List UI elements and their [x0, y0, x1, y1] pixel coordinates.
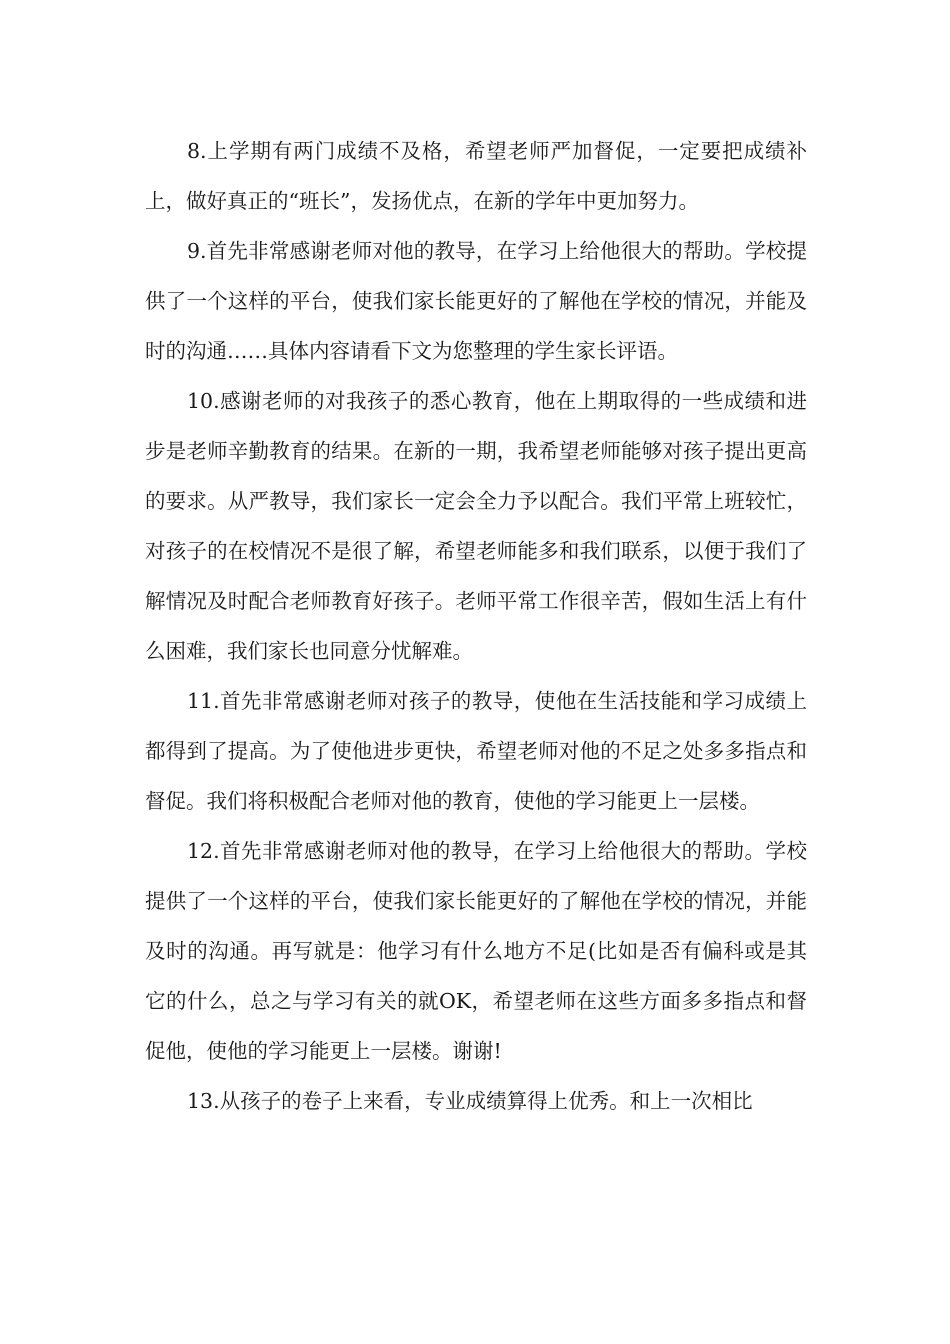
- paragraph-item-8: 8.上学期有两门成绩不及格，希望老师严加督促，一定要把成绩补上，做好真正的“班长”，发扬优点，在新的学年中更加努力。: [145, 139, 807, 213]
- paragraph-item-12: 12.首先非常感谢老师对他的教导，在学习上给他很大的帮助。学校提供了一个这样的平台，使我们家长能更好的了解他在学校的情况，并能及时的沟通。再写就是：他学习有什么地方不足(比如是否有偏科或是其它的什么，总之与学习有关的就OK，希望老师在这些方面多多指点和督促他，使他的学习能更上一层楼。谢谢!: [145, 839, 807, 1063]
- paragraph-item-11: 11.首先非常感谢老师对孩子的教导，使他在生活技能和学习成绩上都得到了提高。为了使他进步更快，希望老师对他的不足之处多多指点和督促。我们将积极配合老师对他的教育，使他的学习能更上一层楼。: [145, 689, 807, 813]
- paragraph-item-13: 13.从孩子的卷子上来看，专业成绩算得上优秀。和上一次相比: [187, 1089, 753, 1113]
- document-body: [145, 126, 807, 1126]
- paragraph-item-9: 9.首先非常感谢老师对他的教导，在学习上给他很大的帮助。学校提供了一个这样的平台，使我们家长能更好的了解他在学校的情况，并能及时的沟通……具体内容请看下文为您整理的学生家长评语。: [145, 239, 807, 363]
- paragraph-item-10: 10.感谢老师的对我孩子的悉心教育，他在上期取得的一些成绩和进步是老师辛勤教育的结果。在新的一期，我希望老师能够对孩子提出更高的要求。从严教导，我们家长一定会全力予以配合。我们平常上班较忙，对孩子的在校情况不是很了解，希望老师能多和我们联系，以便于我们了解情况及时配合老师教育好孩子。老师平常工作很辛苦，假如生活上有什么困难，我们家长也同意分忧解难。: [145, 389, 807, 663]
